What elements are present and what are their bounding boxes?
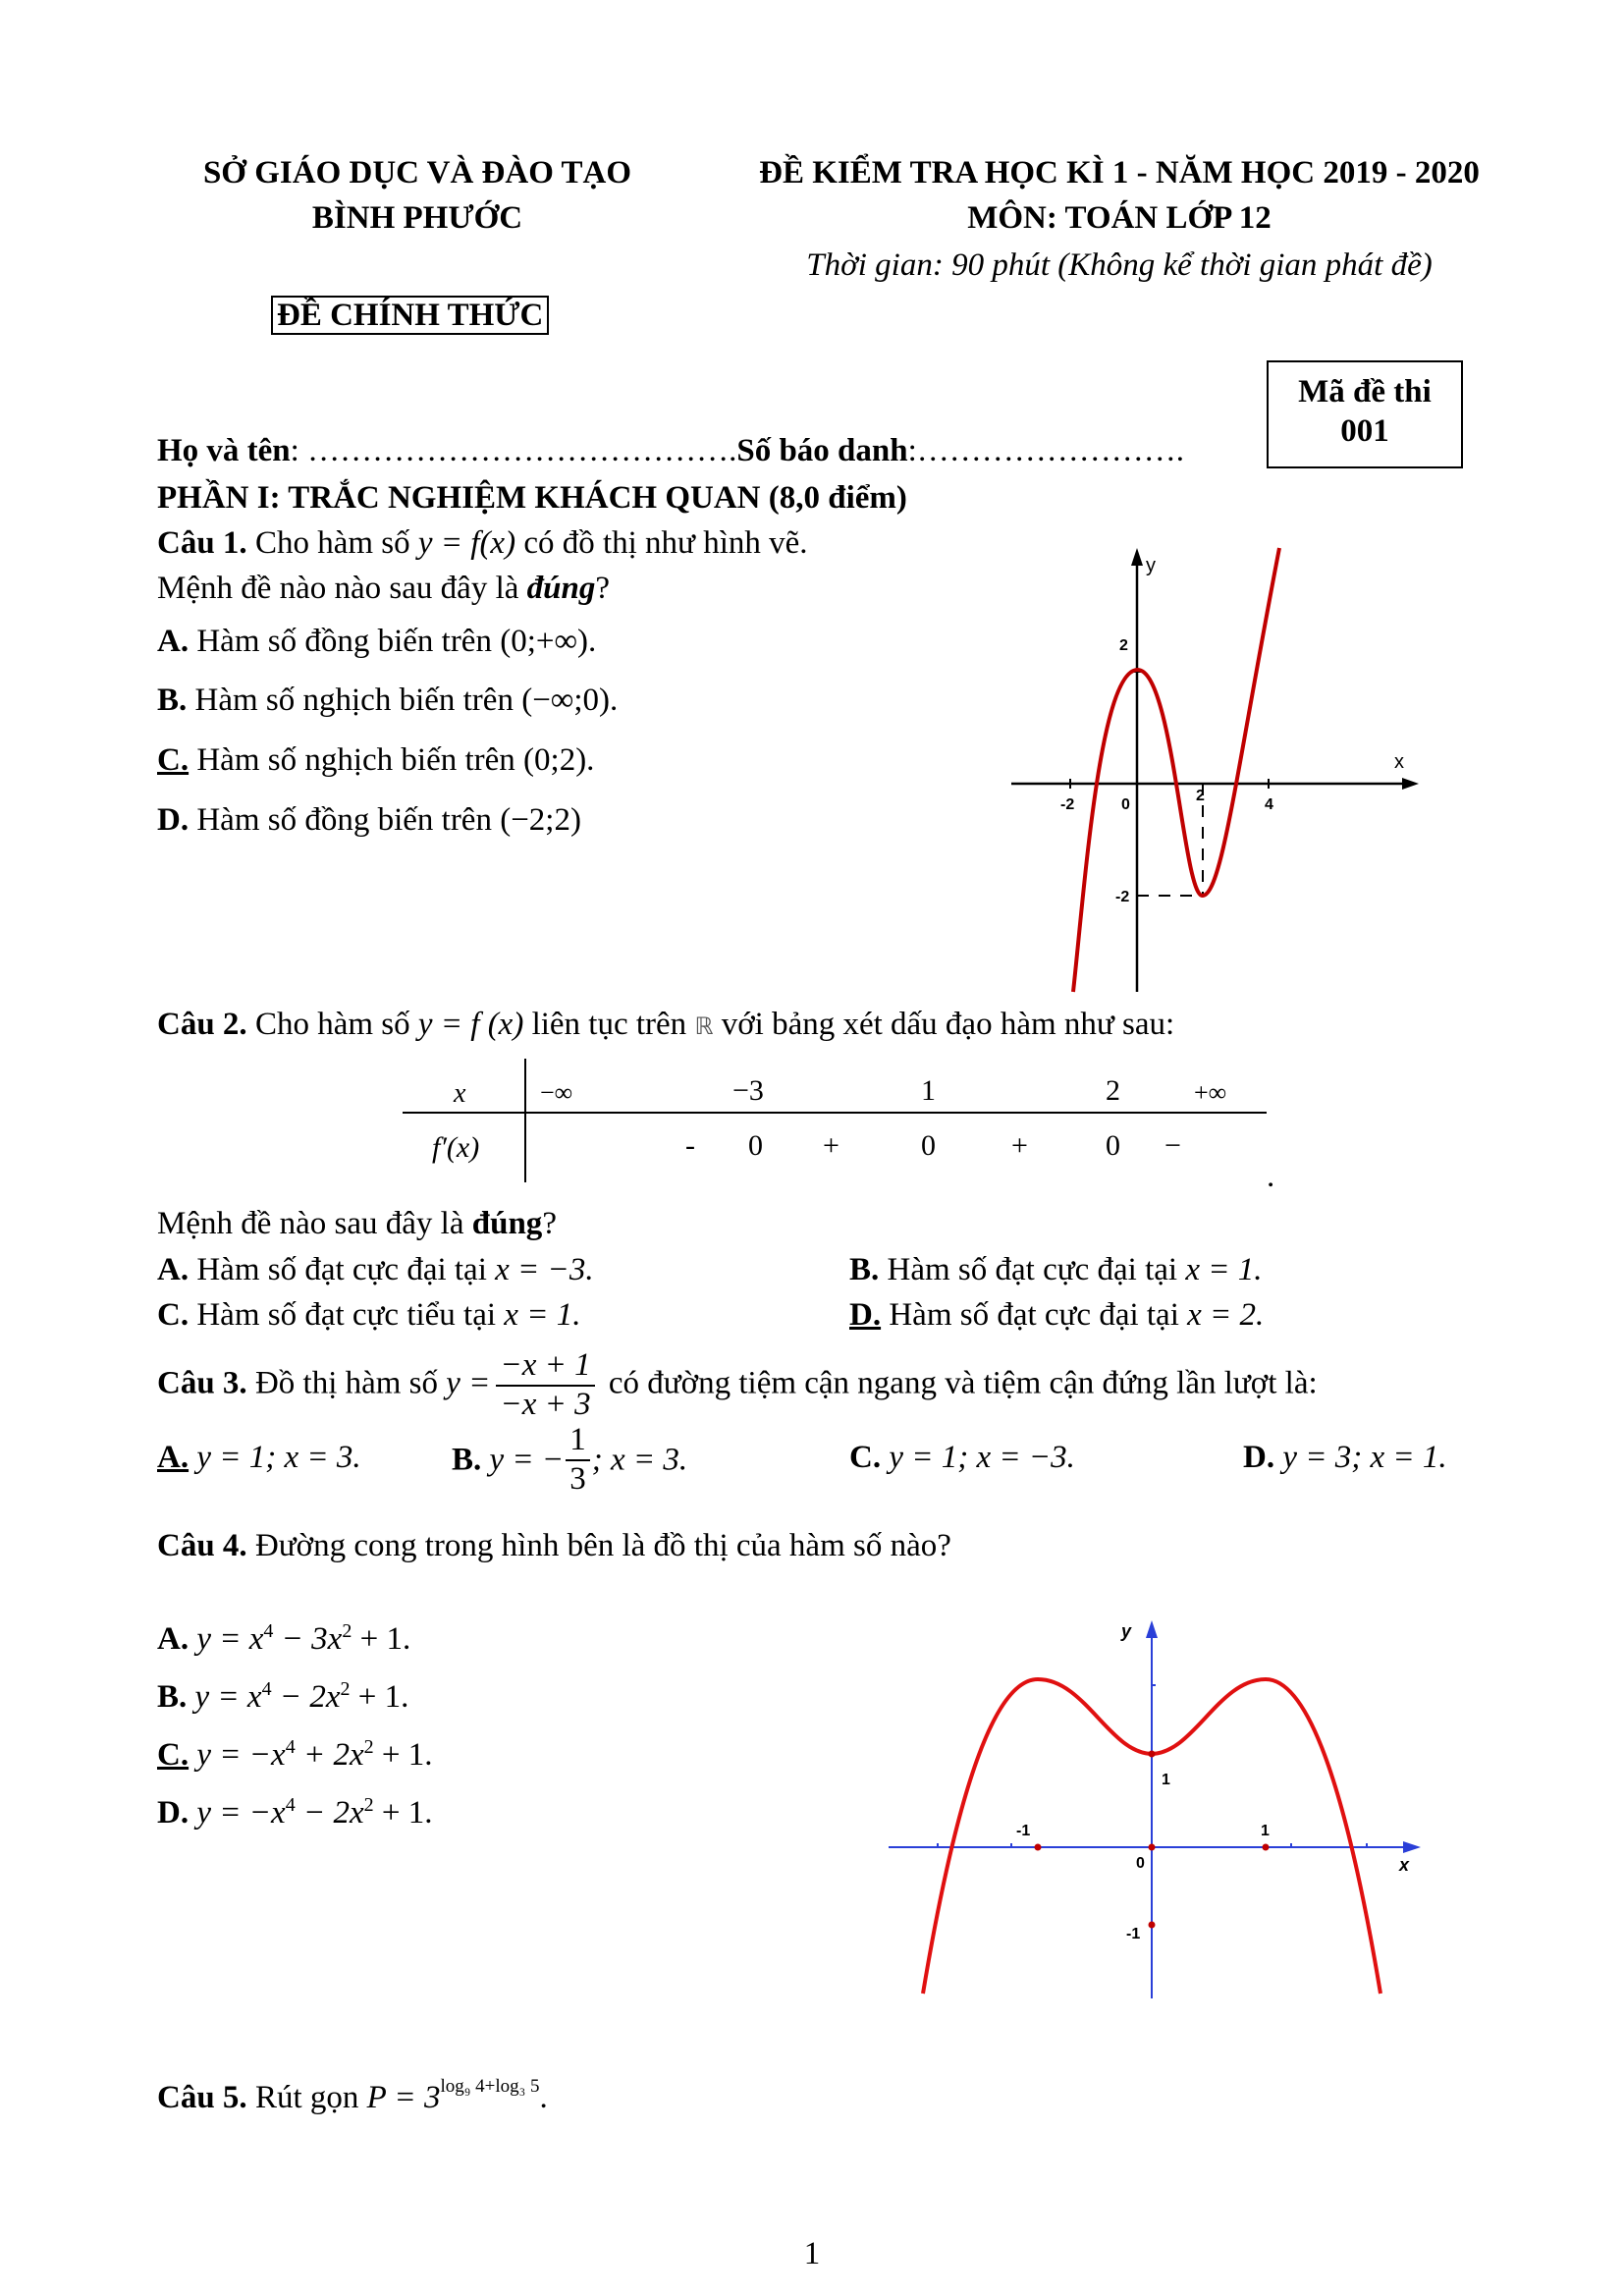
q2-table-x-value: −∞ xyxy=(540,1078,573,1107)
q1-option-d-text: Hàm số đồng biến trên xyxy=(189,802,501,838)
q1-graph-tick-label: 2 xyxy=(1196,788,1205,804)
q3-option-a[interactable] xyxy=(157,1442,361,1474)
q2-table-hline xyxy=(403,1112,1267,1114)
q4-option-c-exp-2: 2 xyxy=(363,1736,374,1758)
q3-lhs: y = xyxy=(446,1365,491,1401)
q2-option-d[interactable] xyxy=(849,1297,1264,1334)
q3-option-c-letter: C. xyxy=(849,1440,882,1475)
q1-ask xyxy=(157,571,610,607)
department-name: SỞ GIÁO DỤC VÀ ĐÀO TẠO xyxy=(202,155,632,191)
exam-code-box xyxy=(1267,360,1463,468)
q4-graph-x-arrow xyxy=(1403,1841,1421,1853)
q4-option-d-exp: 4 xyxy=(285,1794,296,1816)
q2-stem-text: Cho hàm số xyxy=(246,1007,418,1042)
q2-table-sign: 0 xyxy=(748,1129,763,1162)
q1-option-c[interactable] xyxy=(157,742,594,779)
q1-stem-text-2: có đồ thị như hình vẽ. xyxy=(515,525,808,561)
q1-option-b-letter: B. xyxy=(157,683,188,718)
q4-option-a-exp: 4 xyxy=(263,1620,274,1642)
q4-graph-point xyxy=(1035,1844,1042,1851)
q1-graph-tick-label: 0 xyxy=(1121,796,1130,813)
q2-table-x-value: +∞ xyxy=(1194,1078,1227,1107)
q4-graph-tick-label: 1 xyxy=(1261,1823,1270,1839)
name-blank: : …………………………………. xyxy=(290,433,737,468)
q4-graph-tick-label: -1 xyxy=(1126,1926,1141,1942)
q3-stem-text: Đồ thị hàm số xyxy=(246,1365,447,1401)
exam-time-note: Thời gian: 90 phút (Không kể thời gian phát đề) xyxy=(806,247,1433,283)
q1-graph xyxy=(1001,540,1443,1002)
candidate-number-label: Số báo danh xyxy=(736,433,908,468)
q1-graph-tick-label: -2 xyxy=(1115,889,1130,905)
q1-graph-tick-label: -2 xyxy=(1060,796,1075,813)
q2-option-c-text: Hàm số đạt cực tiểu tại xyxy=(189,1297,505,1333)
q4-graph-x-label: x xyxy=(1399,1855,1410,1875)
q5-exponent: log₉ 4+log₃ 5 xyxy=(440,2076,540,2097)
q1-number: Câu 1. xyxy=(157,525,247,561)
exam-subject: MÔN: TOÁN LỚP 12 xyxy=(967,200,1272,236)
q2-option-a-math: x = −3. xyxy=(495,1252,594,1287)
q3-option-c-math: y = 1; x = −3. xyxy=(889,1440,1075,1475)
q3-option-b-fraction xyxy=(566,1422,590,1499)
q1-option-a-text: Hàm số đồng biến trên xyxy=(189,624,501,659)
q3-option-d-math: y = 3; x = 1. xyxy=(1282,1440,1447,1475)
q5-tail: . xyxy=(539,2080,548,2115)
q4-option-a-exp-2: 2 xyxy=(342,1620,352,1642)
q2-option-c[interactable] xyxy=(157,1297,580,1334)
q2-stem-set: ℝ xyxy=(694,1012,714,1040)
q3-option-a-letter: A. xyxy=(157,1440,189,1475)
q1-option-b-text: Hàm số nghịch biến trên xyxy=(187,683,522,718)
q1-option-b-math: (−∞;0). xyxy=(521,683,619,718)
q1-graph-y-label: y xyxy=(1146,555,1156,576)
q4-option-c[interactable] xyxy=(157,1736,432,1774)
q1-option-c-text: Hàm số nghịch biến trên xyxy=(189,742,524,778)
q2-sign-table xyxy=(403,1059,1267,1182)
q1-option-c-letter: C. xyxy=(157,742,189,778)
q2-table-vline xyxy=(524,1059,526,1182)
q4-option-b-math: y = x xyxy=(187,1679,262,1715)
q3-option-c[interactable] xyxy=(849,1442,1075,1474)
q4-option-d-letter: D. xyxy=(157,1795,189,1831)
q2-table-sign: − xyxy=(1164,1129,1181,1162)
q4-option-d-math-2: − 2x xyxy=(295,1795,364,1831)
q4-graph-point xyxy=(1263,1844,1270,1851)
q2-ask-text: Mệnh đề nào sau đây là xyxy=(157,1206,472,1241)
q2-table-sign: 0 xyxy=(921,1129,936,1162)
q2-table-x-value: 2 xyxy=(1106,1074,1120,1107)
q4-option-a-tail: + 1. xyxy=(352,1621,411,1657)
q4-option-c-letter: C. xyxy=(157,1737,189,1773)
q4-option-b-letter: B. xyxy=(157,1679,188,1715)
q4-graph-point xyxy=(1149,1751,1156,1758)
province-name: BÌNH PHƯỚC xyxy=(311,200,523,236)
q2-table-sign: 0 xyxy=(1106,1129,1120,1162)
q2-option-a[interactable] xyxy=(157,1252,594,1288)
q5-number: Câu 5. xyxy=(157,2080,247,2115)
q3-option-b-numerator: 1 xyxy=(566,1422,590,1461)
student-info-line xyxy=(157,433,1184,469)
q4-option-b-exp-2: 2 xyxy=(340,1678,351,1700)
q4-graph-tick-label: 0 xyxy=(1136,1855,1145,1872)
q3-number: Câu 3. xyxy=(157,1365,247,1401)
q2-option-b-text: Hàm số đạt cực đại tại xyxy=(879,1252,1186,1287)
q4-stem xyxy=(157,1528,951,1564)
q4-option-d-math: y = −x xyxy=(189,1795,286,1831)
q2-stem-text-2: liên tục trên xyxy=(523,1007,695,1042)
q2-ask-emphasis: đúng xyxy=(471,1206,543,1241)
q3-option-d-letter: D. xyxy=(1243,1440,1275,1475)
q2-stem-text-3: với bảng xét dấu đạo hàm như sau: xyxy=(713,1007,1175,1042)
q3-option-b-denominator: 3 xyxy=(569,1460,586,1497)
q4-graph xyxy=(879,1611,1429,2003)
q2-number: Câu 2. xyxy=(157,1007,247,1042)
q5-stem-text: Rút gọn xyxy=(246,2080,367,2115)
q4-option-a-letter: A. xyxy=(157,1621,189,1657)
q3-option-b-lhs: y = − xyxy=(489,1442,565,1478)
q4-graph-y-label: y xyxy=(1121,1621,1132,1641)
q1-graph-curve xyxy=(1073,548,1279,992)
q1-graph-x-arrow xyxy=(1402,778,1419,790)
q3-option-a-math: y = 1; x = 3. xyxy=(196,1440,361,1475)
q4-graph-point xyxy=(1149,1844,1156,1851)
q4-stem-text: Đường cong trong hình bên là đồ thị của hàm số nào? xyxy=(246,1528,951,1563)
q4-option-c-tail: + 1. xyxy=(373,1737,433,1773)
q2-table-x-value: −3 xyxy=(732,1074,764,1107)
q2-ask xyxy=(157,1206,557,1242)
exam-code-label: Mã đề thi xyxy=(1298,374,1432,410)
q1-option-d-letter: D. xyxy=(157,802,189,838)
q5-stem xyxy=(157,2076,548,2116)
q3-fraction-numerator: −x + 1 xyxy=(496,1347,594,1387)
q4-option-c-math: y = −x xyxy=(189,1737,286,1773)
q4-number: Câu 4. xyxy=(157,1528,247,1563)
q3-option-b-letter: B. xyxy=(452,1442,482,1478)
q2-stem-math: y = f (x) xyxy=(417,1007,524,1042)
q2-option-c-letter: C. xyxy=(157,1297,189,1333)
q3-option-b[interactable] xyxy=(452,1422,687,1499)
q4-option-b-tail: + 1. xyxy=(350,1679,409,1715)
q2-stem xyxy=(157,1007,1174,1043)
page-number: 1 xyxy=(803,2236,821,2271)
q1-option-d-math: (−2;2) xyxy=(500,802,581,838)
q4-graph-y-arrow xyxy=(1146,1620,1158,1638)
q1-option-a-math: (0;+∞). xyxy=(500,624,597,659)
q4-option-b[interactable] xyxy=(157,1678,408,1716)
candidate-number-blank: :……………………. xyxy=(907,433,1185,468)
q2-table-sign: + xyxy=(823,1129,839,1162)
q2-option-c-math: x = 1. xyxy=(504,1297,581,1333)
q2-table-sign: + xyxy=(1011,1129,1028,1162)
q3-option-b-rhs: ; x = 3. xyxy=(591,1442,688,1478)
q1-graph-tick-label: 2 xyxy=(1119,637,1128,654)
q4-option-d-exp-2: 2 xyxy=(363,1794,374,1816)
q3-option-d[interactable] xyxy=(1243,1442,1447,1474)
q2-table-x-value: 1 xyxy=(921,1074,936,1107)
q4-option-a[interactable] xyxy=(157,1620,410,1658)
q1-graph-x-label: x xyxy=(1394,751,1404,773)
q4-option-a-math: y = x xyxy=(189,1621,264,1657)
q4-option-c-math-2: + 2x xyxy=(295,1737,364,1773)
q4-option-a-math-2: − 3x xyxy=(273,1621,343,1657)
q2-option-b-math: x = 1. xyxy=(1185,1252,1263,1287)
q2-table-trailing-dot: . xyxy=(1267,1159,1275,1194)
q1-option-a[interactable] xyxy=(157,624,596,660)
exam-code-value: 001 xyxy=(1340,413,1389,449)
q1-graph-y-arrow xyxy=(1131,548,1143,566)
q4-option-b-exp: 4 xyxy=(261,1678,272,1700)
q2-option-a-letter: A. xyxy=(157,1252,189,1287)
q3-fraction-denominator: −x + 3 xyxy=(500,1386,591,1422)
q3-fraction xyxy=(496,1347,594,1424)
q1-option-b[interactable] xyxy=(157,683,618,719)
q4-graph-point xyxy=(1149,1922,1156,1929)
q1-stem-text: Cho hàm số xyxy=(246,525,418,561)
q1-ask-emphasis: đúng xyxy=(526,571,596,606)
q2-table-fprime-head: f′(x) xyxy=(432,1131,480,1164)
q2-option-b-letter: B. xyxy=(849,1252,880,1287)
official-stamp: ĐỀ CHÍNH THỨC xyxy=(271,296,549,335)
q1-ask-text: Mệnh đề nào nào sau đây là xyxy=(157,571,527,606)
q2-option-d-letter: D. xyxy=(849,1297,882,1333)
q4-option-c-exp: 4 xyxy=(285,1736,296,1758)
q2-option-b[interactable] xyxy=(849,1252,1262,1288)
q1-option-d[interactable] xyxy=(157,802,581,839)
q4-option-d[interactable] xyxy=(157,1794,432,1831)
q1-option-c-math: (0;2). xyxy=(523,742,595,778)
q2-table-x-head: x xyxy=(454,1078,466,1109)
q1-stem-math: y = f(x) xyxy=(417,525,516,561)
q3-stem xyxy=(157,1347,1318,1424)
q4-option-d-tail: + 1. xyxy=(373,1795,433,1831)
part1-title: PHẦN I: TRẮC NGHIỆM KHÁCH QUAN (8,0 điểm) xyxy=(157,480,907,516)
q1-graph-tick-label: 4 xyxy=(1265,796,1273,813)
q2-table-sign: - xyxy=(685,1129,695,1162)
q2-option-d-text: Hàm số đạt cực đại tại xyxy=(881,1297,1188,1333)
name-label: Họ và tên xyxy=(157,433,291,468)
q4-graph-tick-label: 1 xyxy=(1162,1772,1170,1788)
q2-option-a-text: Hàm số đạt cực đại tại xyxy=(189,1252,496,1287)
q1-ask-mark: ? xyxy=(595,571,611,606)
q2-option-d-math: x = 2. xyxy=(1187,1297,1265,1333)
q4-graph-tick-label: -1 xyxy=(1016,1823,1031,1839)
q4-option-b-math-2: − 2x xyxy=(271,1679,341,1715)
q1-stem xyxy=(157,525,808,562)
q1-option-a-letter: A. xyxy=(157,624,189,659)
q3-stem-text-2: có đường tiệm cận ngang và tiệm cận đứng lần lượt là: xyxy=(600,1365,1318,1401)
exam-title: ĐỀ KIỂM TRA HỌC KÌ 1 - NĂM HỌC 2019 - 2020 xyxy=(759,155,1480,191)
q2-ask-mark: ? xyxy=(542,1206,557,1241)
q5-lhs: P = 3 xyxy=(366,2080,441,2115)
